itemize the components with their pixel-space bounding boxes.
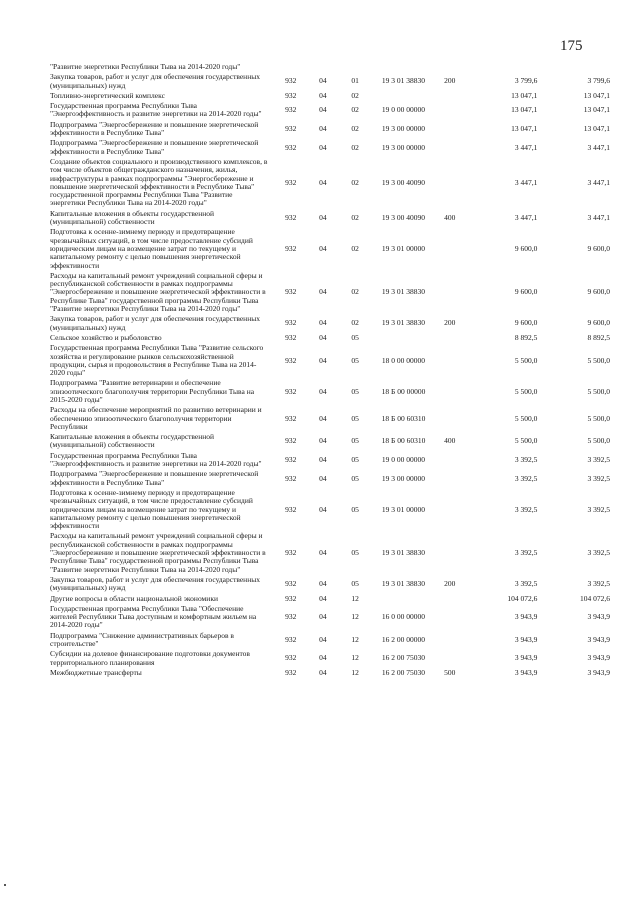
table-row: [50, 594, 610, 604]
subsection-code-cell: 05: [351, 386, 359, 396]
budget-table-body: [50, 62, 610, 678]
subsection-code-cell: 12: [351, 634, 359, 644]
amount-total-cell: 3 799,6: [587, 76, 610, 86]
target-article-cell: 19 3 01 38830: [381, 579, 426, 589]
section-code-cell: 04: [319, 386, 327, 396]
amount-cell: [465, 62, 538, 72]
ministry-code-cell: 932: [285, 653, 297, 663]
ministry-code-cell: 932: [285, 318, 297, 328]
subsection-code-cell: 05: [351, 355, 359, 365]
table-row: [50, 469, 610, 488]
ministry-code-cell: [274, 62, 308, 72]
amount-cell: 3 392,5: [514, 454, 538, 464]
ministry-code-cell: 932: [285, 548, 297, 558]
section-code-cell: 04: [319, 177, 327, 187]
expense-type-cell: 200: [444, 318, 456, 328]
amount-cell: 3 447,1: [514, 142, 538, 152]
ministry-code-cell: 932: [285, 436, 297, 446]
ministry-code-cell: 932: [285, 634, 297, 644]
row-name-cell: Создание объектов социального и производственного комплексов, в том числе объектов общегражданского назначения, жилья, инфраструктуры в рамках подпрограммы "Энергосбережение и повышение энергетической эффективности в Республике Тыва" государственной программы Республики Тыва "Развитие энергетики Республики Тыва на 2014-2020 годы": [50, 156, 268, 208]
table-row: [50, 72, 610, 91]
row-name-cell: Подпрограмма "Энергосбережение и повышение энергетической эффективности в Республике Тыва": [50, 469, 259, 487]
target-article-cell: 19 3 01 00000: [381, 243, 426, 253]
amount-total-cell: 9 600,0: [587, 243, 610, 253]
ministry-code-cell: 932: [285, 212, 297, 222]
section-code-cell: 04: [319, 473, 327, 483]
table-row: [50, 531, 610, 574]
target-article-cell: 16 2 00 75030: [381, 653, 426, 663]
amount-total-cell: 3 447,1: [587, 212, 610, 222]
amount-cell: 3 392,5: [514, 473, 538, 483]
target-article-cell: 19 0 00 00000: [381, 454, 426, 464]
table-row: [50, 62, 610, 72]
table-row: [50, 333, 610, 343]
row-name-cell: Государственная программа Республики Тыва "Энергоэффективность и развитие энергетики на 2014-2020 годы": [50, 450, 262, 469]
amount-total-cell: 3 447,1: [587, 177, 610, 187]
expense-type-cell: 200: [444, 76, 456, 86]
expense-type-cell: [435, 531, 465, 574]
target-article-cell: [372, 62, 434, 72]
subsection-code-cell: 02: [351, 90, 359, 100]
amount-cell: 9 600,0: [514, 318, 538, 328]
section-code-cell: 04: [319, 579, 327, 589]
target-article-cell: 19 3 01 38830: [381, 287, 426, 297]
ministry-code-cell: 932: [285, 454, 297, 464]
section-code-cell: 04: [319, 612, 327, 622]
subsection-code-cell: 02: [351, 123, 359, 133]
ministry-code-cell: 932: [285, 504, 297, 514]
subsection-code-cell: 12: [351, 653, 359, 663]
expense-type-cell: [435, 343, 465, 378]
section-code-cell: 04: [319, 243, 327, 253]
expense-type-cell: 400: [444, 212, 456, 222]
section-code-cell: 04: [319, 413, 327, 423]
expense-type-cell: [435, 138, 465, 157]
target-article-cell: 18 Б 00 00000: [381, 386, 426, 396]
section-code-cell: 04: [319, 332, 327, 342]
table-row: [50, 488, 610, 531]
row-name-cell: Капитальные вложения в объекты государственной (муниципальной) собственности: [50, 208, 215, 227]
expense-type-cell: 500: [444, 667, 456, 677]
target-article-cell: 16 2 00 00000: [381, 634, 426, 644]
row-name-cell: Закупка товаров, работ и услуг для обеспечения государственных (муниципальных) нужд: [50, 314, 261, 332]
row-name-cell: Другие вопросы в области национальной экономики: [50, 593, 218, 603]
subsection-code-cell: 02: [351, 287, 359, 297]
ministry-code-cell: 932: [285, 667, 297, 677]
expense-type-cell: [435, 631, 465, 650]
table-row: [50, 649, 610, 668]
subsection-code-cell: 02: [351, 243, 359, 253]
table-row: [50, 378, 610, 405]
amount-total-cell: 3 392,5: [587, 473, 610, 483]
row-name-cell: Подпрограмма "Энергосбережение и повышение энергетической эффективности в Республике Тыва": [50, 119, 259, 138]
row-name-cell: Подпрограмма "Развитие ветеринарии и обеспечение эпизоотического благополучия территории Республики Тыва на 2015-2020 годы": [50, 378, 255, 404]
expense-type-cell: 200: [444, 579, 456, 589]
target-article-cell: 19 3 01 38830: [381, 548, 426, 558]
amount-cell: 5 500,0: [514, 436, 538, 446]
row-name-cell: Государственная программа Республики Тыва "Развитие сельского хозяйства и регулирование рынков сельскохозяйственной продукции, сырья и продовольствия в Республике Тыва на 2014-2020 годы": [50, 343, 264, 378]
expense-type-cell: [435, 488, 465, 531]
ministry-code-cell: 932: [285, 473, 297, 483]
table-row: [50, 91, 610, 101]
subsection-code-cell: 12: [351, 612, 359, 622]
ministry-code-cell: 932: [285, 612, 297, 622]
expense-type-cell: [435, 101, 465, 120]
amount-total-cell: 13 047,1: [583, 105, 610, 115]
row-name-cell: Государственная программа Республики Тыва "Энергоэффективность и развитие энергетики на 2014-2020 годы": [50, 101, 262, 119]
section-code-cell: 04: [319, 593, 327, 603]
amount-cell: 9 600,0: [514, 287, 538, 297]
section-code-cell: 04: [319, 548, 327, 558]
amount-total-cell: 3 392,5: [587, 504, 610, 514]
ministry-code-cell: 932: [285, 413, 297, 423]
table-row: [50, 451, 610, 470]
section-code-cell: 04: [319, 105, 327, 115]
expense-type-cell: [435, 594, 465, 604]
target-article-cell: 18 Б 00 60310: [381, 436, 426, 446]
section-code-cell: 04: [319, 436, 327, 446]
table-row: [50, 604, 610, 631]
ministry-code-cell: 932: [285, 142, 297, 152]
ministry-code-cell: 932: [285, 123, 297, 133]
amount-total-cell: 3 392,5: [587, 548, 610, 558]
subsection-code-cell: 02: [351, 318, 359, 328]
row-name-cell: Закупка товаров, работ и услуг для обеспечения государственных (муниципальных) нужд: [50, 574, 261, 593]
subsection-code-cell: 01: [351, 76, 359, 86]
amount-cell: 3 943,9: [514, 653, 538, 663]
amount-total-cell: 13 047,1: [583, 90, 610, 100]
amount-total-cell: 104 072,6: [580, 593, 610, 603]
expense-type-cell: [435, 227, 465, 270]
amount-cell: 5 500,0: [514, 413, 538, 423]
amount-total-cell: 3 943,9: [587, 653, 610, 663]
row-name-cell: Подпрограмма "Энергосбережение и повышение энергетической эффективности в Республике Тыва": [50, 138, 259, 156]
row-name-cell: Государственная программа Республики Тыва "Обеспечение жителей Республики Тыва доступным и комфортным жильем на 2014-2020 годы": [50, 603, 257, 630]
subsection-code-cell: 02: [351, 142, 359, 152]
row-name-cell: Межбюджетные трансферты: [50, 667, 142, 677]
subsection-code-cell: 05: [351, 332, 359, 342]
section-code-cell: 04: [319, 667, 327, 677]
subsection-code-cell: 12: [351, 667, 359, 677]
amount-cell: 3 392,5: [514, 579, 538, 589]
ministry-code-cell: 932: [285, 90, 297, 100]
section-code-cell: 04: [319, 76, 327, 86]
ministry-code-cell: 932: [285, 332, 297, 342]
subsection-code-cell: [338, 62, 372, 72]
target-article-cell: 16 0 00 00000: [381, 612, 426, 622]
expense-type-cell: [435, 62, 465, 72]
row-name-cell: Расходы на капитальный ремонт учреждений социальной сферы и республиканской собственности в рамках подпрограммы "Энергосбережение и повышение энергетической эффективности в Республике Тыва" государственной программы Республики Тыва "Развитие энергетики Республики Тыва на 2014-2020 годы": [50, 270, 266, 314]
target-article-cell: 16 2 00 75030: [381, 667, 426, 677]
table-row: [50, 157, 610, 209]
subsection-code-cell: 05: [351, 473, 359, 483]
table-row: [50, 271, 610, 314]
ministry-code-cell: 932: [285, 76, 297, 86]
row-name-cell: Сельское хозяйство и рыболовство: [50, 332, 162, 342]
row-name-cell: Подготовка к осенне-зимнему периоду и предотвращение чрезвычайных ситуаций, в том числе предоставление субсидий юридическим лицам на возмещение затрат по текущему и капитальному ремонту с целью повышения энергетической эффективности: [50, 227, 253, 270]
amount-cell: 5 500,0: [514, 355, 538, 365]
target-article-cell: 19 3 00 40090: [381, 212, 426, 222]
subsection-code-cell: 05: [351, 504, 359, 514]
expense-type-cell: [435, 378, 465, 405]
ministry-code-cell: 932: [285, 355, 297, 365]
table-row: [50, 575, 610, 594]
ministry-code-cell: 932: [285, 579, 297, 589]
ministry-code-cell: 932: [285, 593, 297, 603]
amount-cell: 9 600,0: [514, 243, 538, 253]
amount-cell: 3 799,6: [514, 76, 538, 86]
expense-type-cell: [435, 333, 465, 343]
row-name-cell: Капитальные вложения в объекты государственной (муниципальной) собственности: [50, 432, 215, 450]
row-name-cell: Закупка товаров, работ и услуг для обеспечения государственных (муниципальных) нужд: [50, 72, 261, 90]
amount-cell: 5 500,0: [514, 386, 538, 396]
section-code-cell: 04: [319, 318, 327, 328]
target-article-cell: 19 3 01 00000: [381, 504, 426, 514]
target-article-cell: [372, 594, 434, 604]
target-article-cell: 19 3 00 00000: [381, 123, 426, 133]
amount-cell: 3 392,5: [514, 504, 538, 514]
row-name-cell: Расходы на обеспечение мероприятий по развитию ветеринарии и обеспечению эпизоотического благополучия территории Республики: [50, 405, 262, 431]
amount-total-cell: 5 500,0: [587, 355, 610, 365]
subsection-code-cell: 02: [351, 105, 359, 115]
amount-cell: 13 047,1: [511, 90, 538, 100]
table-row: [50, 405, 610, 432]
target-article-cell: 19 3 01 38830: [381, 76, 426, 86]
subsection-code-cell: 02: [351, 212, 359, 222]
section-code-cell: 04: [319, 653, 327, 663]
table-row: [50, 314, 610, 333]
amount-cell: 13 047,1: [511, 105, 538, 115]
ministry-code-cell: 932: [285, 287, 297, 297]
amount-cell: 3 392,5: [514, 548, 538, 558]
target-article-cell: [372, 333, 434, 343]
table-row: [50, 631, 610, 650]
table-row: [50, 138, 610, 157]
subsection-code-cell: 05: [351, 436, 359, 446]
expense-type-cell: [435, 451, 465, 470]
expense-type-cell: [435, 120, 465, 139]
subsection-code-cell: 05: [351, 579, 359, 589]
amount-total-cell: 5 500,0: [587, 436, 610, 446]
amount-total-cell: 3 943,9: [587, 667, 610, 677]
table-row: [50, 101, 610, 120]
target-article-cell: 18 0 00 00000: [381, 355, 426, 365]
amount-total-cell: 13 047,1: [583, 123, 610, 133]
table-row: [50, 120, 610, 139]
section-code-cell: 04: [319, 123, 327, 133]
amount-total-cell: 3 943,9: [587, 634, 610, 644]
row-name-cell: Топливно-энергетический комплекс: [50, 90, 165, 100]
section-code-cell: 04: [319, 287, 327, 297]
expense-type-cell: [435, 271, 465, 314]
expense-type-cell: [435, 157, 465, 209]
amount-total-cell: 3 943,9: [587, 612, 610, 622]
target-article-cell: 19 3 00 00000: [381, 473, 426, 483]
section-code-cell: 04: [319, 504, 327, 514]
amount-cell: 13 047,1: [511, 123, 538, 133]
table-row: [50, 343, 610, 378]
amount-cell: 104 072,6: [507, 593, 538, 603]
subsection-code-cell: 12: [351, 593, 359, 603]
amount-cell: 3 943,9: [514, 612, 538, 622]
section-code-cell: [308, 62, 338, 72]
ministry-code-cell: 932: [285, 243, 297, 253]
ministry-code-cell: 932: [285, 177, 297, 187]
table-row: [50, 432, 610, 451]
target-article-cell: [372, 91, 434, 101]
budget-table: [50, 62, 610, 678]
expense-type-cell: [435, 91, 465, 101]
ministry-code-cell: 932: [285, 386, 297, 396]
table-row: [50, 209, 610, 228]
target-article-cell: 19 3 00 00000: [381, 142, 426, 152]
section-code-cell: 04: [319, 90, 327, 100]
target-article-cell: 18 Б 00 60310: [381, 413, 426, 423]
amount-cell: 3 447,1: [514, 177, 538, 187]
subsection-code-cell: 02: [351, 177, 359, 187]
amount-total-cell: 3 392,5: [587, 454, 610, 464]
row-name-cell: Расходы на капитальный ремонт учреждений социальной сферы и республиканской собственности в рамках подпрограммы "Энергосбережение и повышение энергетической эффективности в Республике Тыва" государственной программы Республики Тыва "Развитие энергетики Республики Тыва на 2014-2020 годы": [50, 531, 266, 574]
row-name-cell: "Развитие энергетики Республики Тыва на 2014-2020 годы": [50, 62, 241, 71]
section-code-cell: 04: [319, 355, 327, 365]
amount-cell: 8 892,5: [514, 332, 538, 342]
subsection-code-cell: 05: [351, 454, 359, 464]
amount-cell: 3 943,9: [514, 634, 538, 644]
subsection-code-cell: 05: [351, 548, 359, 558]
amount-cell: 3 447,1: [514, 212, 538, 222]
expense-type-cell: [435, 604, 465, 631]
scan-speck: [4, 884, 6, 886]
amount-total-cell: 5 500,0: [587, 386, 610, 396]
section-code-cell: 04: [319, 212, 327, 222]
amount-total-cell: 5 500,0: [587, 413, 610, 423]
amount-total-cell: [537, 62, 610, 72]
amount-total-cell: 9 600,0: [587, 318, 610, 328]
ministry-code-cell: 932: [285, 105, 297, 115]
amount-total-cell: 9 600,0: [587, 287, 610, 297]
table-row: [50, 668, 610, 678]
expense-type-cell: [435, 405, 465, 432]
subsection-code-cell: 05: [351, 413, 359, 423]
section-code-cell: 04: [319, 454, 327, 464]
section-code-cell: 04: [319, 142, 327, 152]
amount-total-cell: 8 892,5: [587, 332, 610, 342]
row-name-cell: Субсидии на долевое финансирование подготовки документов территориального планирования: [50, 649, 250, 667]
row-name-cell: Подготовка к осенне-зимнему периоду и предотвращение чрезвычайных ситуаций, в том числе предоставление субсидий юридическим лицам на возмещение затрат по текущему и капитальному ремонту с целью повышения энергетической эффективности: [50, 487, 253, 531]
amount-cell: 3 943,9: [514, 667, 538, 677]
expense-type-cell: [435, 649, 465, 668]
page-number: 175: [560, 38, 583, 54]
target-article-cell: 19 0 00 00000: [381, 105, 426, 115]
target-article-cell: 19 3 00 40090: [381, 177, 426, 187]
expense-type-cell: 400: [444, 436, 456, 446]
section-code-cell: 04: [319, 634, 327, 644]
target-article-cell: 19 3 01 38830: [381, 318, 426, 328]
amount-total-cell: 3 392,5: [587, 579, 610, 589]
expense-type-cell: [435, 469, 465, 488]
table-row: [50, 227, 610, 270]
row-name-cell: Подпрограмма "Снижение административных барьеров в строительстве": [50, 630, 234, 648]
amount-total-cell: 3 447,1: [587, 142, 610, 152]
